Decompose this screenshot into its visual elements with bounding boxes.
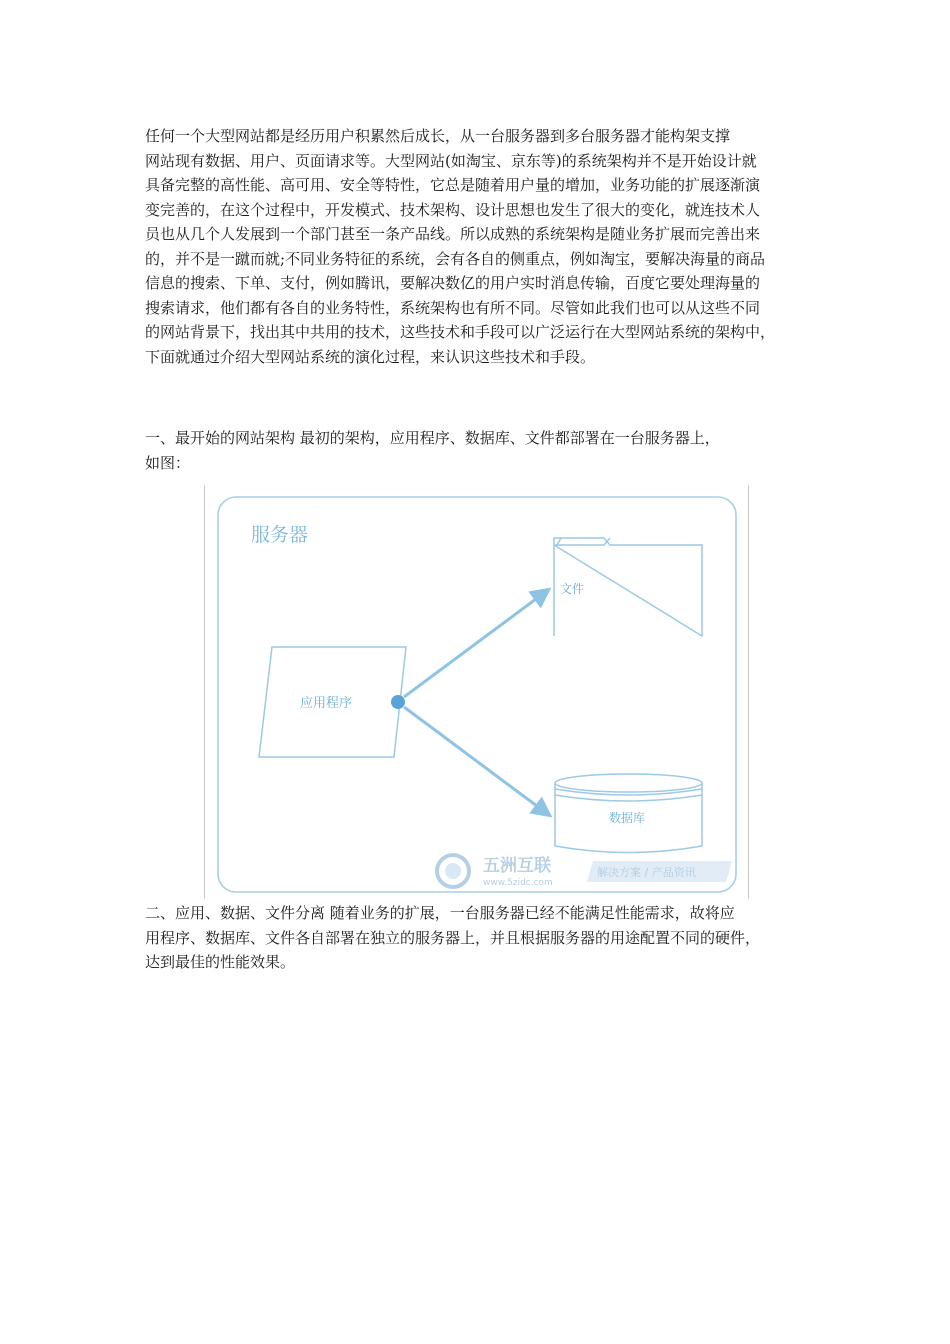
connection-node xyxy=(391,695,405,709)
server-container xyxy=(218,497,736,892)
file-label: 文件 xyxy=(560,582,585,596)
paragraph-line: 任何一个大型网站都是经历用户积累然后成长，从一台服务器到多台服务器才能构架支撑 xyxy=(145,127,731,145)
paragraph-line: 达到最佳的性能效果。 xyxy=(145,953,296,971)
intro-paragraph xyxy=(145,124,825,369)
arrow-to-file xyxy=(404,590,548,697)
watermark-brand: 五洲互联 xyxy=(483,856,551,876)
paragraph-line: 具备完整的高性能、高可用、安全等特性，它总是随着用户量的增加，业务功能的扩展逐渐演 xyxy=(145,176,761,194)
watermark-logo-core-icon xyxy=(445,863,461,879)
arrow-to-database xyxy=(404,707,549,815)
section-1-paragraph xyxy=(145,426,825,475)
paragraph-line: 搜索请求，他们都有各自的业务特性，系统架构也有所不同。尽管如此我们也可以从这些不同 xyxy=(145,298,761,317)
database-label: 数据库 xyxy=(609,811,646,825)
paragraph-line: 的网站背景下，找出其中共用的技术，这些技术和手段可以广泛运行在大型网站系统的架构中， xyxy=(145,323,776,341)
watermark-tagline: 解决方案 / 产品资讯 xyxy=(597,866,696,879)
paragraph-line: 如图： xyxy=(145,453,191,472)
paragraph-line: 的，并不是一蹴而就;不同业务特征的系统，会有各自的侧重点，例如淘宝，要解决海量的商品 xyxy=(145,249,766,268)
watermark-url: www.5zidc.com xyxy=(483,878,553,888)
paragraph-line: 员也从几个人发展到一个部门甚至一条产品线。所以成熟的系统架构是随业务扩展而完善出来 xyxy=(145,225,761,243)
paragraph-line: 变完善的，在这个过程中，开发模式、技术架构、设计思想也发生了很大的变化，就连技术人 xyxy=(145,200,761,219)
application-label: 应用程序 xyxy=(300,696,353,711)
architecture-figure xyxy=(204,485,749,899)
architecture-diagram xyxy=(205,485,748,899)
paragraph-line: 信息的搜索、下单、支付，例如腾讯，要解决数亿的用户实时消息传输，百度它要处理海量的 xyxy=(145,274,761,292)
paragraph-line: 二、应用、数据、文件分离 随着业务的扩展，一台服务器已经不能满足性能需求，故将应 xyxy=(145,904,735,922)
server-label: 服务器 xyxy=(251,524,309,546)
paragraph-line: 一、最开始的网站架构 最初的架构，应用程序、数据库、文件都部署在一台服务器上， xyxy=(145,429,720,447)
watermark xyxy=(437,855,732,888)
paragraph-line: 用程序、数据库、文件各自部署在独立的服务器上，并且根据服务器的用途配置不同的硬件， xyxy=(145,928,761,947)
paragraph-line: 下面就通过介绍大型网站系统的演化过程，来认识这些技术和手段。 xyxy=(145,347,596,366)
paragraph-line: 网站现有数据、用户、页面请求等。大型网站(如淘宝、京东等)的系统架构并不是开始设计就 xyxy=(145,151,757,170)
section-2-paragraph xyxy=(145,901,825,975)
folder-tab-icon xyxy=(554,538,610,545)
